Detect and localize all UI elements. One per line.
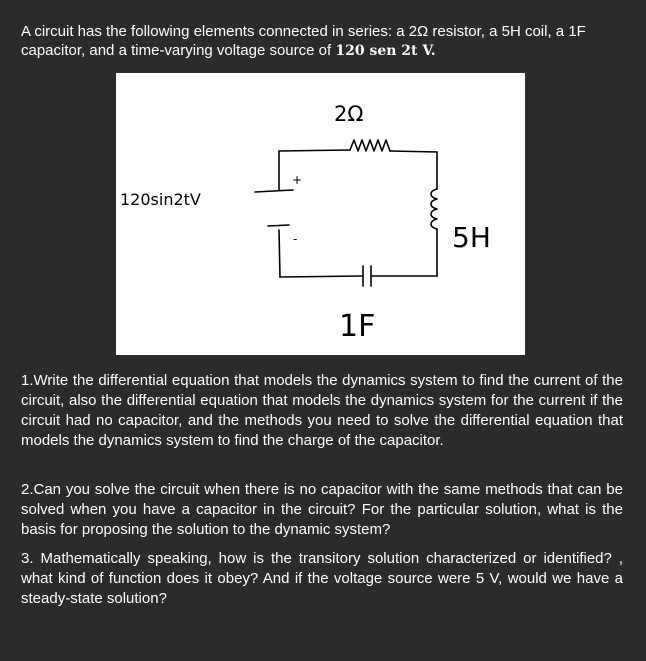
question-2: 2.Can you solve the circuit when there is no capacitor with the same methods that can be solved when you have a capacitor in the circuit? For the particular solution, what is the basis for proposing the solution to the dynamic system? [21, 481, 623, 538]
question-1: 1.Write the differential equation that models the dynamics system to find the current of the circuit, also the differential equation that models the dynamics system for the current if the circuit had no capacitor, and the methods you need to solve the differential equation that models the dynamics system to find the charge of the capacitor. [21, 372, 623, 449]
inductor-label: 5H [452, 221, 491, 254]
source-plate-long [255, 190, 293, 192]
top-wire-left [279, 150, 350, 151]
source-plus-sign: + [292, 173, 303, 187]
capacitor-label: 1F [339, 309, 376, 344]
top-wire-right [390, 151, 437, 152]
circuit-svg [116, 73, 525, 355]
source-label: 120sin2tV [120, 190, 201, 209]
inductor-symbol [431, 189, 437, 229]
left-wire-bottom [279, 230, 280, 277]
source-plate-short [268, 225, 289, 226]
resistor-symbol [350, 140, 390, 151]
problem-intro-text: A circuit has the following elements connected in series: a 2Ω resistor, a 5H coil, a 1F capacitor, and a time-varying voltage source of [21, 23, 586, 59]
source-minus-sign: - [293, 232, 298, 246]
circuit-diagram [116, 73, 525, 355]
bottom-wire-left [280, 276, 363, 277]
resistor-label: 2Ω [334, 102, 364, 126]
source-expression: 120 sen 2t V. [335, 43, 436, 59]
problem-statement [21, 22, 625, 61]
question-3: 3. Mathematically speaking, how is the transitory solution characterized or identified? , what kind of function does it obey? And if the voltage source were 5 V, would we have a steady-state solution? [21, 550, 623, 607]
